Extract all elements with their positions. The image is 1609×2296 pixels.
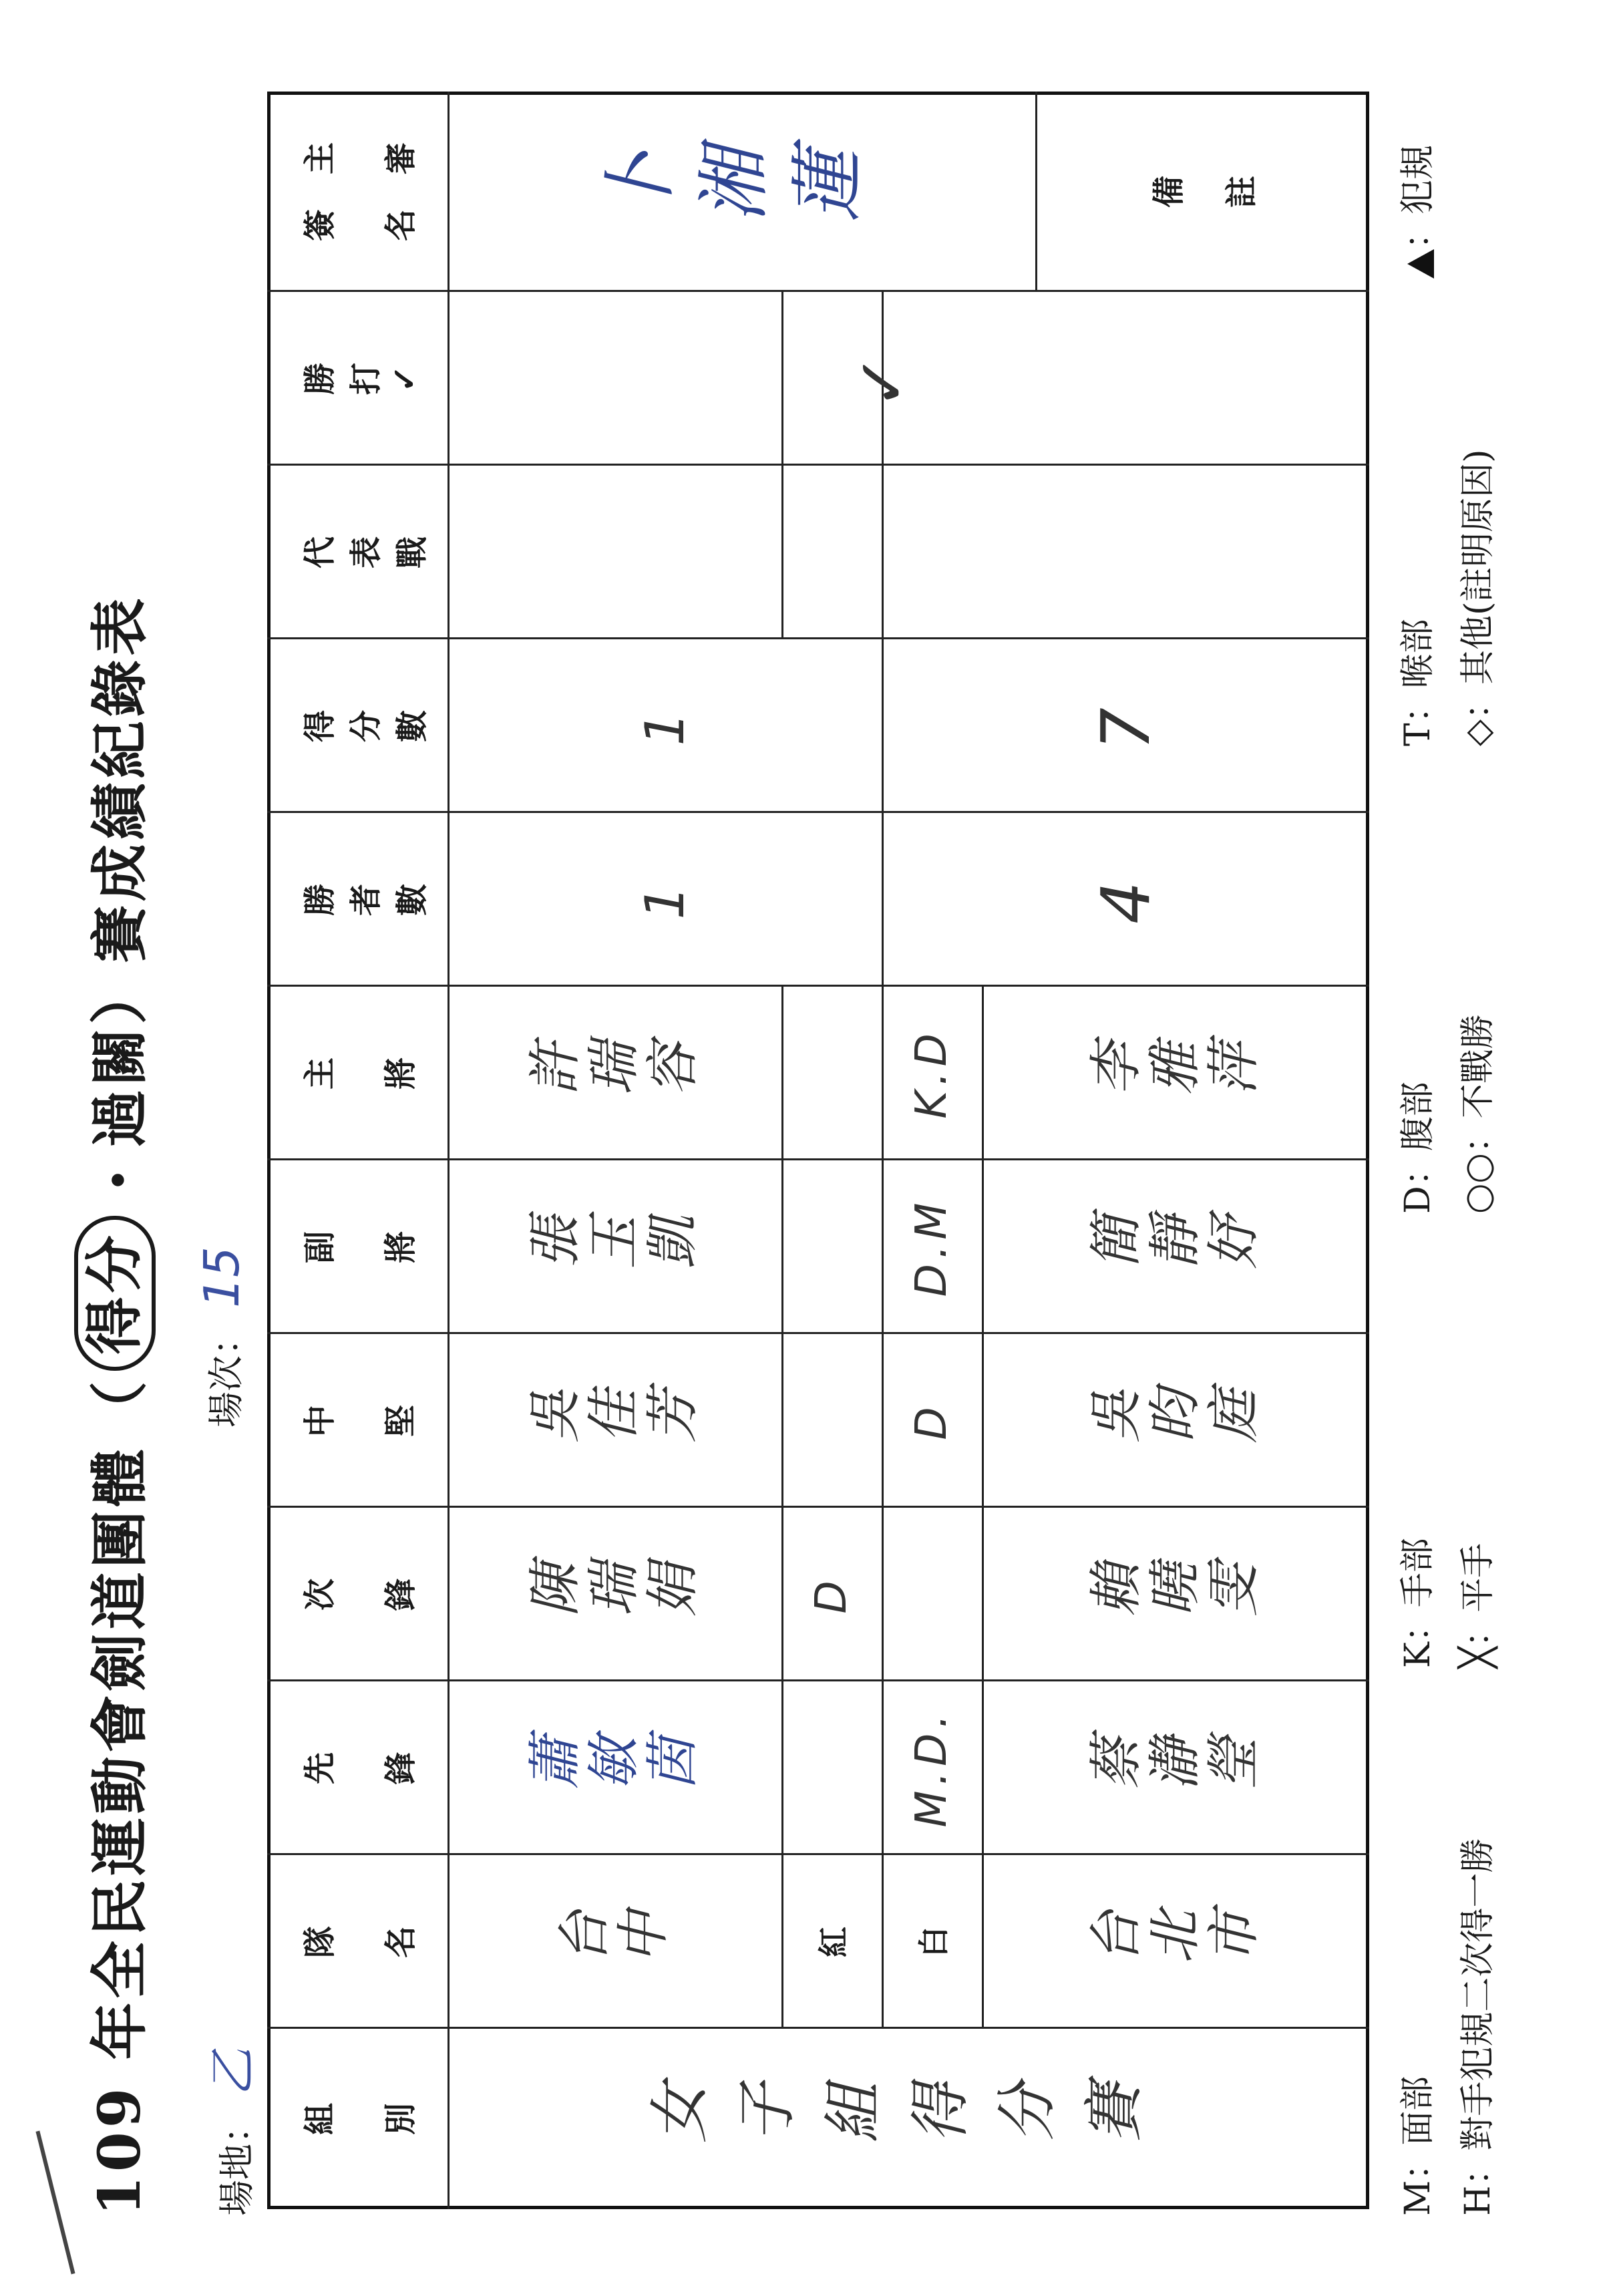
group-value: 女子組得分賽: [648, 2084, 1169, 2154]
legend-x: ╳：平手: [1458, 1542, 1498, 1668]
match-label: 場次：: [205, 1319, 247, 1428]
header-center: 中 堅: [301, 1405, 419, 1438]
referee-signature: 卜湘蓮: [601, 149, 882, 234]
header-referee: 簽 主 名 審: [301, 142, 419, 242]
form-title: [73, 595, 156, 2216]
results-table: [267, 92, 1369, 2209]
red-side-label: 紅: [816, 1927, 852, 1957]
header-vice-captain: 副 將: [301, 1231, 419, 1264]
red-team-name: 台中: [556, 1911, 673, 1973]
venue-label: 場地：: [216, 2108, 258, 2216]
white-result-3: D: [907, 1402, 956, 1440]
header-group: 組 別: [301, 2103, 419, 2136]
legend-other: ◇：其他(註明原因): [1458, 449, 1498, 746]
header-points: 得 分 數: [301, 710, 431, 743]
header-team: 隊 名: [301, 1926, 419, 1959]
red-player-5: 許瑞容: [526, 1042, 703, 1105]
header-vanguard: 先 鋒: [301, 1752, 419, 1785]
header-remarks: 備 註: [1150, 176, 1260, 208]
header-second: 次 鋒: [301, 1579, 419, 1611]
pen-stroke-mark: [35, 2131, 75, 2275]
white-team-name: 台北市: [1087, 1911, 1264, 1973]
legend-t: T：喉部: [1398, 619, 1438, 746]
white-player-2: 賴曉雯: [1087, 1563, 1264, 1626]
white-player-1: 蔡瀞瑩: [1087, 1737, 1264, 1800]
white-player-5: 李雅萍: [1087, 1042, 1264, 1105]
legend-foul: ：犯規: [1389, 145, 1439, 279]
match-value: 15: [194, 1247, 250, 1308]
title-prefix: 109 年全民運動會劍道團體: [86, 1445, 154, 2216]
white-wins: 4: [1086, 876, 1165, 924]
legend-d: D：腹部: [1398, 1082, 1438, 1214]
legend-oo: ○○：不戰勝: [1458, 1014, 1498, 1214]
title-circled-option: 得分: [74, 1216, 156, 1371]
white-player-4: 簡靜妤: [1087, 1216, 1264, 1279]
white-points: 7: [1086, 702, 1165, 750]
header-captain: 主 將: [301, 1057, 419, 1090]
red-player-2: 陳瑞娟: [526, 1563, 703, 1626]
white-result-1: M.D.: [907, 1709, 956, 1828]
title-open-paren: （: [86, 1377, 154, 1439]
white-result-5: K.D: [907, 1028, 956, 1119]
white-player-3: 吳昀庭: [1087, 1389, 1264, 1452]
header-rep-match: 代 表 戰: [301, 536, 431, 569]
title-suffix: ・過關）賽成績紀錄表: [86, 594, 154, 1209]
white-win-mark: ✓: [842, 348, 921, 409]
venue-field: [194, 2048, 263, 2216]
red-player-1: 蕭敏茵: [526, 1737, 703, 1800]
header-wins: 勝 者 數: [301, 884, 431, 917]
legend-h: H：對手犯規二次得一勝: [1458, 1838, 1498, 2216]
white-side-label: 白: [916, 1927, 952, 1957]
match-field: [194, 1247, 250, 1428]
red-player-3: 吳佳芳: [526, 1389, 703, 1452]
red-wins: 1: [633, 880, 696, 920]
header-win-mark: 勝 打 ✓: [301, 363, 423, 395]
white-result-4: D.M: [907, 1197, 956, 1297]
legend-m: M：面部: [1398, 2076, 1438, 2216]
legend-k: K：手部: [1398, 1538, 1438, 1668]
red-points: 1: [633, 706, 696, 746]
red-player-4: 張玉凱: [526, 1216, 703, 1279]
red-result-2: D: [807, 1575, 856, 1614]
triangle-icon: [1407, 249, 1434, 279]
venue-value: 乙: [204, 2047, 260, 2096]
